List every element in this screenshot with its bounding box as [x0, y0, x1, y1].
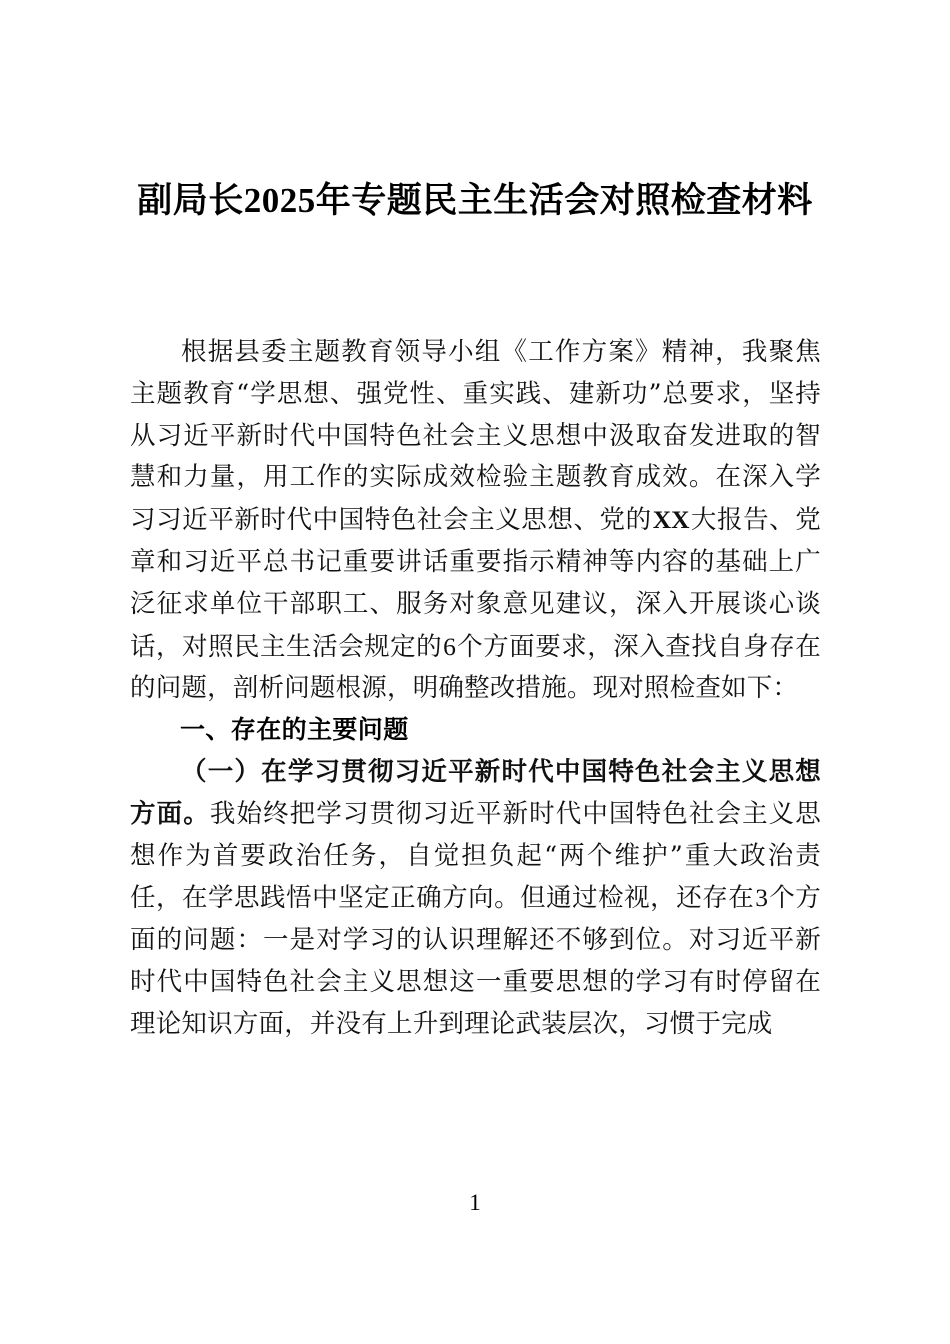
intro-text-part-2: 大报告、党章和习近平总书记重要讲话重要指示精神等内容的基础上广泛征求单位干部职工、服务对象意见建议，深入开展谈心谈话，对照民主生活会规定的: [130, 505, 821, 662]
intro-text-part-1: 根据县委主题教育领导小组《工作方案》精神，我聚焦主题教育“学思想、强党性、重实践、建新功”总要求，坚持从习近平新时代中国特色社会主义思想中汲取奋发进取的智慧和力量，用工作的实际成效检验主题教育成效。在深入学习习近平新时代中国特色社会主义思想、党的: [130, 337, 821, 536]
subsection-one-lead: （一）在学习贯彻习近平新时代中国特色社会主义思想方面。: [130, 756, 821, 829]
subsection-one-text-part-2: 个方面的问题：一是对学习的认识理解还不够到位。对习近平新时代中国特色社会主义思想这一重要思想的学习有时停留在理论知识方面，并没有上升到理论武装层次，习惯于完成: [130, 883, 821, 1039]
page-number-footer: 1: [469, 1190, 481, 1215]
intro-text-part-3: 个方面要求，深入查找自身存在的问题，剖析问题根源，明确整改措施。现对照检查如下：: [130, 631, 821, 704]
paragraph-introduction: [130, 332, 821, 710]
subsection-one-text-part-1: 我始终把学习贯彻习近平新时代中国特色社会主义思想作为首要政治任务，自觉担负起“两个维护”重大政治责任，在学思践悟中坚定正确方向。但通过检视，还存在: [130, 798, 821, 914]
intro-six-aspects-number: 6: [443, 631, 456, 661]
intro-xx-placeholder: XX: [652, 505, 690, 535]
page-title: 副局长2025年专题民主生活会对照检查材料: [137, 181, 813, 221]
document-body: [130, 332, 821, 1046]
paragraph-section-one: [130, 752, 821, 1046]
subsection-one-three-aspects-number: 3: [755, 883, 768, 913]
section-heading-main-problems: 一、存在的主要问题: [180, 716, 409, 745]
